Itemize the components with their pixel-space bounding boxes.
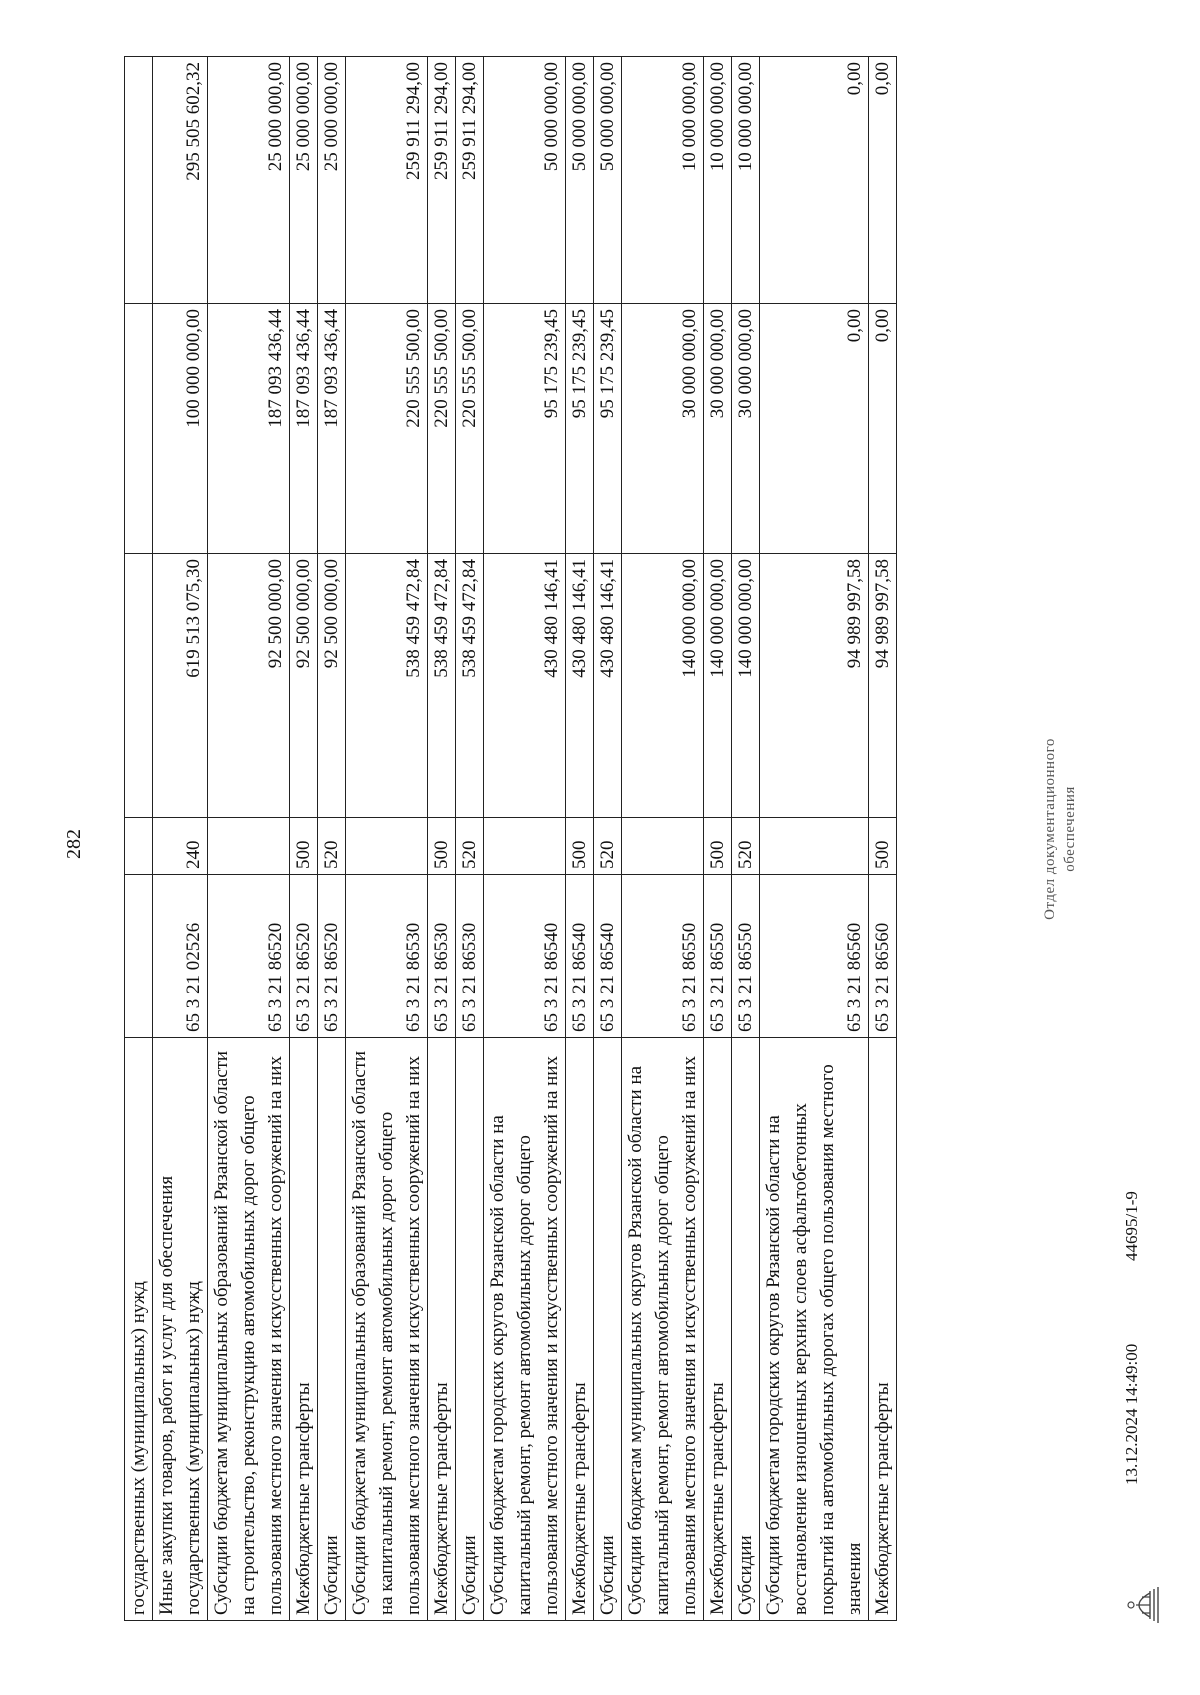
- row-value-3: 259 911 294,00: [346, 57, 428, 304]
- row-value-3: 50 000 000,00: [566, 57, 594, 304]
- row-name: Межбюджетные трансферты: [869, 1038, 897, 1621]
- stamp-line-1: Отдел документационного: [1042, 738, 1058, 920]
- row-code: 65 3 21 86560: [760, 875, 869, 1038]
- row-code: 65 3 21 86540: [566, 875, 594, 1038]
- footer-date: 13.12.2024 14:49:00: [1122, 1343, 1141, 1485]
- row-value-1: 92 500 000,00: [208, 554, 290, 818]
- row-name: Субсидии: [318, 1038, 346, 1621]
- row-name: Субсидии: [456, 1038, 484, 1621]
- table-row: [622, 57, 704, 1621]
- table-row: [346, 57, 428, 1621]
- row-value-1: 140 000 000,00: [704, 554, 732, 818]
- row-value-3: 0,00: [869, 57, 897, 304]
- row-value-1: 94 989 997,58: [869, 554, 897, 818]
- table-row: [704, 57, 732, 1621]
- row-vr: 240: [153, 818, 208, 875]
- row-vr: 500: [428, 818, 456, 875]
- row-value-3: 259 911 294,00: [428, 57, 456, 304]
- table-row: [290, 57, 318, 1621]
- row-code: 65 3 21 86530: [346, 875, 428, 1038]
- table-row: [869, 57, 897, 1621]
- row-value-2: 30 000 000,00: [622, 304, 704, 554]
- row-vr: 520: [594, 818, 622, 875]
- row-vr: [484, 818, 566, 875]
- table-row: [208, 57, 290, 1621]
- row-value-3: 10 000 000,00: [704, 57, 732, 304]
- table-row: [566, 57, 594, 1621]
- row-code: 65 3 21 02526: [153, 875, 208, 1038]
- row-value-1: 92 500 000,00: [318, 554, 346, 818]
- row-value-1: 140 000 000,00: [732, 554, 760, 818]
- row-value-3: 10 000 000,00: [732, 57, 760, 304]
- row-name: Субсидии бюджетам городских округов Рязанской области на восстановление изношенных верхних слоев асфальтобетонных покрытий на автомобильных дорогах общего пользования местного значения: [760, 1038, 869, 1621]
- row-code: 65 3 21 86550: [622, 875, 704, 1038]
- row-value-1: 538 459 472,84: [428, 554, 456, 818]
- table-row: [594, 57, 622, 1621]
- table-row: [732, 57, 760, 1621]
- row-code: 65 3 21 86540: [594, 875, 622, 1038]
- row-vr: 500: [869, 818, 897, 875]
- row-value-3: 259 911 294,00: [456, 57, 484, 304]
- row-code: 65 3 21 86560: [869, 875, 897, 1038]
- row-value-2: 0,00: [760, 304, 869, 554]
- row-vr: [346, 818, 428, 875]
- row-value-3: [125, 57, 153, 304]
- row-code: 65 3 21 86520: [290, 875, 318, 1038]
- row-value-2: 30 000 000,00: [704, 304, 732, 554]
- row-name: Межбюджетные трансферты: [290, 1038, 318, 1621]
- row-vr: [208, 818, 290, 875]
- table-row: [153, 57, 208, 1621]
- budget-table-body: [125, 57, 897, 1621]
- row-value-1: 619 513 075,30: [153, 554, 208, 818]
- row-name: Межбюджетные трансферты: [428, 1038, 456, 1621]
- row-value-3: 50 000 000,00: [484, 57, 566, 304]
- row-value-3: 0,00: [760, 57, 869, 304]
- row-name: Межбюджетные трансферты: [566, 1038, 594, 1621]
- row-name: Субсидии бюджетам муниципальных образований Рязанской области на строительство, реконструкцию автомобильных дорог общего пользования местного значения и искусственных сооружений на них: [208, 1038, 290, 1621]
- row-value-1: 538 459 472,84: [456, 554, 484, 818]
- row-value-1: 538 459 472,84: [346, 554, 428, 818]
- row-vr: 520: [456, 818, 484, 875]
- table-row: [760, 57, 869, 1621]
- row-code: 65 3 21 86530: [428, 875, 456, 1038]
- table-row: [428, 57, 456, 1621]
- row-value-2: 95 175 239,45: [566, 304, 594, 554]
- row-value-2: 220 555 500,00: [456, 304, 484, 554]
- row-name: Субсидии бюджетам городских округов Рязанской области на капитальный ремонт, ремонт автомобильных дорог общего пользования местного значения и искусственных сооружений на них: [484, 1038, 566, 1621]
- row-value-3: 50 000 000,00: [594, 57, 622, 304]
- table-row: [318, 57, 346, 1621]
- row-value-2: 220 555 500,00: [346, 304, 428, 554]
- row-vr: [622, 818, 704, 875]
- row-vr: [760, 818, 869, 875]
- row-vr: 500: [566, 818, 594, 875]
- row-code: 65 3 21 86520: [318, 875, 346, 1038]
- row-value-2: [125, 304, 153, 554]
- row-value-3: 25 000 000,00: [208, 57, 290, 304]
- table-row: [484, 57, 566, 1621]
- row-value-2: 100 000 000,00: [153, 304, 208, 554]
- row-vr: 500: [290, 818, 318, 875]
- row-value-3: 10 000 000,00: [622, 57, 704, 304]
- row-value-3: 295 505 602,32: [153, 57, 208, 304]
- row-value-1: 92 500 000,00: [290, 554, 318, 818]
- table-row: [456, 57, 484, 1621]
- row-value-3: 25 000 000,00: [318, 57, 346, 304]
- row-value-2: 95 175 239,45: [484, 304, 566, 554]
- row-vr: 500: [704, 818, 732, 875]
- row-code: [125, 875, 153, 1038]
- page-number: 282: [63, 829, 85, 859]
- row-value-2: 220 555 500,00: [428, 304, 456, 554]
- row-code: 65 3 21 86550: [732, 875, 760, 1038]
- row-value-1: [125, 554, 153, 818]
- table-row: [125, 57, 153, 1621]
- row-name: государственных (муниципальных) нужд: [125, 1038, 153, 1621]
- row-value-1: 430 480 146,41: [594, 554, 622, 818]
- row-value-2: 187 093 436,44: [290, 304, 318, 554]
- row-value-2: 95 175 239,45: [594, 304, 622, 554]
- row-code: 65 3 21 86520: [208, 875, 290, 1038]
- row-value-2: 187 093 436,44: [208, 304, 290, 554]
- row-name: Межбюджетные трансферты: [704, 1038, 732, 1621]
- row-vr: 520: [318, 818, 346, 875]
- row-name: Субсидии: [594, 1038, 622, 1621]
- row-vr: [125, 818, 153, 875]
- row-name: Субсидии: [732, 1038, 760, 1621]
- row-value-1: 430 480 146,41: [566, 554, 594, 818]
- footer-doc-number: 44695/1-9: [1122, 1191, 1141, 1261]
- row-name: Субсидии бюджетам муниципальных образований Рязанской области на капитальный ремонт, ремонт автомобильных дорог общего пользования местного значения и искусственных сооружений на них: [346, 1038, 428, 1621]
- row-code: 65 3 21 86550: [704, 875, 732, 1038]
- row-name: Иные закупки товаров, работ и услуг для обеспечения государственных (муниципальных) нужд: [153, 1038, 208, 1621]
- row-value-1: 140 000 000,00: [622, 554, 704, 818]
- department-stamp: [1040, 709, 1080, 949]
- row-value-1: 94 989 997,58: [760, 554, 869, 818]
- row-code: 65 3 21 86530: [456, 875, 484, 1038]
- row-value-2: 187 093 436,44: [318, 304, 346, 554]
- row-value-2: 30 000 000,00: [732, 304, 760, 554]
- budget-table: [124, 56, 897, 1621]
- row-value-2: 0,00: [869, 304, 897, 554]
- row-code: 65 3 21 86540: [484, 875, 566, 1038]
- emblem-logo: [1122, 1583, 1162, 1627]
- row-name: Субсидии бюджетам муниципальных округов Рязанской области на капитальный ремонт, ремонт автомобильных дорог общего пользования местного значения и искусственных сооружений на них: [622, 1038, 704, 1621]
- row-value-3: 25 000 000,00: [290, 57, 318, 304]
- row-vr: 520: [732, 818, 760, 875]
- stamp-line-2: обеспечения: [1062, 786, 1078, 872]
- row-value-1: 430 480 146,41: [484, 554, 566, 818]
